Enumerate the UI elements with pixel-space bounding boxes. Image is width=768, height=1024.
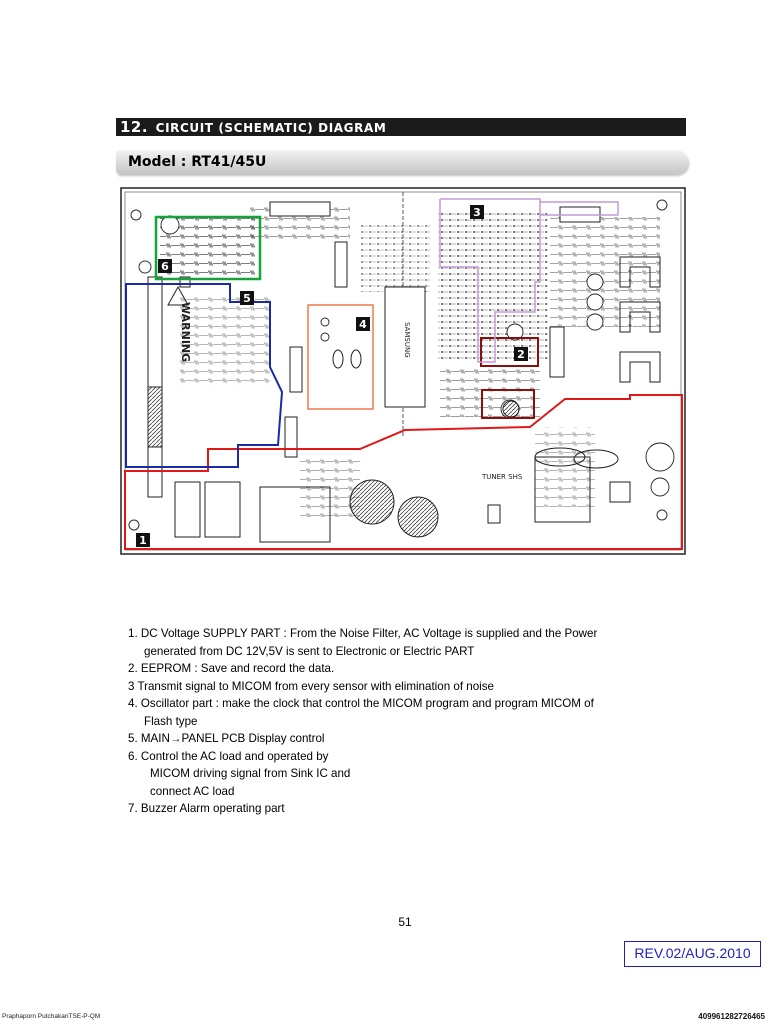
page-number: 51 <box>398 915 412 929</box>
note-item <box>128 800 668 818</box>
note-item <box>128 660 668 678</box>
section-number: 12. <box>120 118 149 136</box>
section-header-bar <box>116 118 686 136</box>
callout-label: 6 <box>161 260 169 273</box>
callout-label: 1 <box>139 534 147 547</box>
callout-1 <box>136 533 150 547</box>
note-item <box>128 625 668 660</box>
note-text: 5. MAIN→PANEL PCB Display control <box>128 732 325 745</box>
connector-label: TUNER SHS <box>482 473 523 481</box>
callout-label: 2 <box>517 348 525 361</box>
callout-5 <box>240 291 254 305</box>
note-text: 6. Control the AC load and operated by <box>128 749 329 763</box>
footer-author: Praphaporn PutchakanTSE-P-QM <box>2 1013 101 1020</box>
notes-list <box>128 625 668 818</box>
callout-2 <box>514 347 528 361</box>
callout-4 <box>356 317 370 331</box>
note-item <box>128 748 668 801</box>
callout-label: 4 <box>359 318 367 331</box>
note-text: 3 Transmit signal to MICOM from every sensor with elimination of noise <box>128 679 494 693</box>
callout-label: 3 <box>473 206 481 219</box>
note-continuation: connect AC load <box>150 784 235 798</box>
callout-label: 5 <box>243 292 251 305</box>
note-continuation: Flash type <box>144 714 198 728</box>
note-text: 7. Buzzer Alarm operating part <box>128 802 285 815</box>
note-continuation: generated from DC 12V,5V is sent to Electronic or Electric PART <box>144 644 475 658</box>
callout-3 <box>470 205 484 219</box>
callout-6 <box>158 259 172 273</box>
footer-doc-number: 409961282726465 <box>698 1012 765 1021</box>
note-item <box>128 678 668 696</box>
note-text: 4. Oscillator part : make the clock that control the MICOM program and program MICOM of <box>128 697 594 710</box>
revision-box: REV.02/AUG.2010 <box>624 941 761 967</box>
model-label: Model : RT41/45U <box>116 150 688 174</box>
pcb-label: SAMSUNG <box>403 322 411 358</box>
section-title: CIRCUIT (SCHEMATIC) DIAGRAM <box>155 121 387 135</box>
note-text: 2. EEPROM : Save and record the data. <box>128 662 335 675</box>
note-item <box>128 695 668 730</box>
note-continuation: MICOM driving signal from Sink IC and <box>150 767 351 780</box>
note-text: 1. DC Voltage SUPPLY PART : From the Noise Filter, AC Voltage is supplied and the Power <box>128 627 598 640</box>
warning-label: WARNING <box>179 302 192 363</box>
note-item <box>128 730 668 748</box>
circuit-schematic-diagram <box>120 187 686 555</box>
